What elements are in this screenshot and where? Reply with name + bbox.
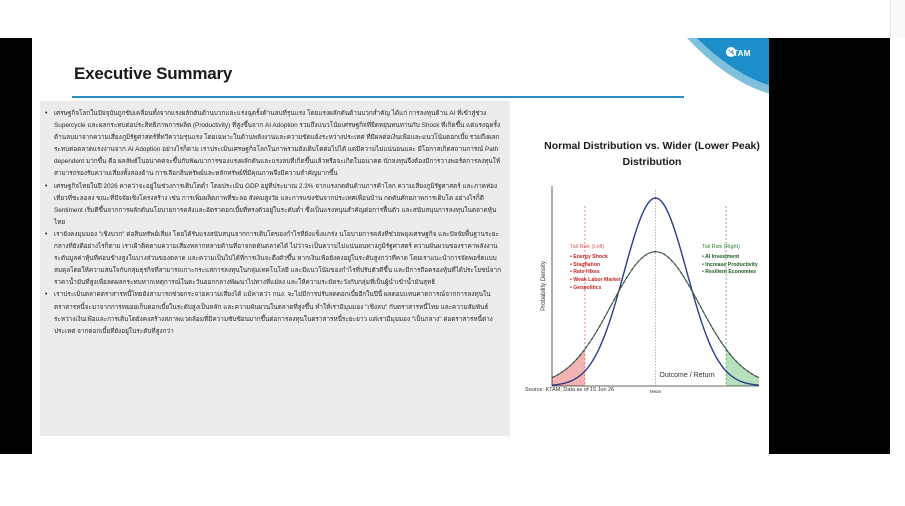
tail-right-list	[702, 254, 758, 277]
tail-right-item: • Resilient Economies	[702, 269, 757, 276]
tail-right-item: • AI Investment	[702, 254, 740, 260]
y-axis-label: Probability Density	[541, 261, 547, 311]
ktam-logo-icon	[679, 38, 769, 96]
tail-left-item: • Rate Hikes	[570, 269, 600, 276]
bottom-area	[0, 454, 905, 506]
logo-text: KTAM	[727, 49, 751, 58]
bullet-dot-icon: •	[45, 110, 48, 117]
scrollbar-track[interactable]	[890, 0, 905, 40]
distribution-chart	[507, 178, 769, 393]
bullet-dot-icon: •	[45, 291, 48, 299]
slide	[32, 38, 769, 454]
tail-left-list	[570, 254, 621, 293]
tail-right-title: Tail Risk (Right)	[702, 244, 740, 250]
tail-left-item: • Energy Shock	[570, 254, 608, 260]
tail-left-item: • Geopolitics	[570, 284, 602, 291]
x-tick-label: Mean	[649, 389, 662, 393]
summary-bullets	[44, 108, 506, 338]
chart-source: Source: KTAM; Data as of 15 Jun 26	[525, 387, 615, 393]
bullet-item: • เรายังคงมุมมอง "เชิงบวก" ต่อสินทรัพย์เสี่ยง โดยได้รับแรงสนับสนุนจากการเติบโตของกำไรที่ยังแข็งแกร่ง นโยบายการคลังที่ช่วยพยุงเศรษฐกิจ และปัจจัยพื้นฐานระยะกลางที่ยังดีอย่างไรก็ตาม เราเฝ้าติดตามความเสี่ยงหลากหลายด้านที่อาจกดดันตลาดได้ ไม่ว่าจะเป็นความไม่แน่นอนทางภูมิรัฐศาสตร์ ความผันผวนของราคาพลังงาน ระดับมูลค่าหุ้นที่ค่อนข้างสูงในบางส่วนของตลาด และความเป็นไปได้ที่การเงินจะตึงตัวขึ้น หากเงินเฟ้อยังคงอยู่ในระดับสูงกว่าที่คาด โดยเราแนะนำการจัดพอร์ตแบบสมดุลโดยให้ความสนใจกับกลุ่มธุรกิจที่สามารถเกาะกระแสการลงทุนในกลุ่มเทคโนโลยี และมีแนวโน้มของกำไรที่ปรับตัวดีขึ้น และมีการถือครองหุ้นที่ได้ประโยชน์จากราคาน้ำมันที่สูงเพื่อลดผลกระทบหากเหตุการณ์ในตะวันออกกลางพัฒนาไปทางที่แย่ลง และให้ความระมัดระวังกับกลุ่มที่เป็นผู้นำเข้าน้ำมันสุทธิ	[45, 230, 501, 287]
bullet-item: • เศรษฐกิจโลกในปัจจุบันถูกขับเคลื่อนทั้งจากแรงผลักดันด้านบวกและแรงฉุดรั้งด้านลบที่รุนแรง โดยแรงผลักดันด้านบวกสำคัญ ได้แก่ การลงทุนด้าน AI ที่เข้าสู่ช่วง Supercycle และผลกระทบต่อประสิทธิภาพการผลิต (Productivity) ที่สูงขึ้นจาก AI Adoption รวมถึงแนวโน้มเศรษฐกิจที่ยืดหยุ่นทนทานกับ Shock ที่เกิดขึ้น แต่แรงฉุดรั้งด้านลบมาจากความเสี่ยงภูมิรัฐศาสตร์ที่ทวีความรุนแรง โดยเฉพาะในด้านพลังงานและความขัดแย้งระหว่างประเทศ ที่มีผลต่อเงินเฟ้อและแนวโน้มดอกเบี้ย รวมถึงผลกระทบต่อตลาดแรงงานจาก AI Adoption อย่างไรก็ตาม เราประเมินเศรษฐกิจโลกในภาพรวมยังเติบโตต่อไปได้ แต่มีความไม่แน่นอนและ มีโอกาสเกิดสถานการณ์ Path dependent มากขึ้น คือ ผลลัพธ์ในอนาคตจะขึ้นกับพัฒนาการของแรงผลักดันและแรงลบที่เกิดขึ้นแล้วหรือจะเกิดในอนาคต นักลงทุนจึงต้องมีการวางพอร์ตการลงทุนให้สามารถรองรับความเสี่ยงทั้งสองด้าน การเลือกสินทรัพย์และหลักทรัพย์ที่มีคุณภาพจึงมีความสำคัญมากขึ้น	[45, 110, 501, 178]
chart-title: Normal Distribution vs. Wider (Lower Peak) Distribution	[544, 140, 760, 168]
viewer-margin	[769, 38, 890, 454]
bullet-dot-icon: •	[45, 182, 48, 190]
scrollbar[interactable]	[890, 38, 905, 454]
bullet-item: • เศรษฐกิจไทยในปี 2026 คาดว่าจะอยู่ในช่วงการเติบโตต่ำ โดยประเมิน GDP อยู่ที่ประมาณ 2.3% จากแรงกดดันด้านการค้าโลก ความเสี่ยงภูมิรัฐศาสตร์ และภาคท่องเที่ยวที่ชะลอลง ขณะที่ปัจจัยเชิงโครงสร้าง เช่น การเพิ่มผลิตภาพที่ชะลอ สังคมสูงวัย และการแข่งขันจากประเทศเพื่อนบ้าน กดดันศักยภาพการเติบโต อย่างไรก็ดี Sentiment เริ่มดีขึ้นจากการผลักดันนโยบายการคลังและอัตราดอกเบี้ยที่ทรงตัวอยู่ในระดับต่ำ ซึ่งเป็นแรงหนุนสำคัญต่อการฟื้นตัว และสนับสนุนการลงทุนในตลาดหุ้นไทย	[45, 182, 498, 226]
tail-right-item: • Increase Productivity	[702, 261, 758, 268]
x-axis-label: Outcome / Return	[659, 372, 715, 379]
presentation-viewer	[0, 38, 890, 454]
bullet-item: • เราประเมินตลาดตราสารหนี้ไทยยังสามารถช่วยกระจายความเสี่ยงได้ แม้คาดว่า กนง. จะไม่มีการปรับลดดอกเบี้ยอีกในปีนี้ ผลตอบแทนคาดการณ์จากการลงทุนในตราสารหนี้จะมาจากการทยอยเก็บดอกเบี้ยในระดับสูงเป็นหลัก และความผันผวนในตลาดที่สูงขึ้น ทำให้เรามีมุมมอง "เชิงลบ" กับตราสารหนี้ไทย และความสัมพันธ์ระหว่างเงินเฟ้อและการเติบโตยังคงสร้างสภาพแวดล้อมที่มีความซับซ้อนมากขึ้นต่อการลงทุนในตราสารหนี้ระยะยาว แต่เรามีมุมมอง "เป็นกลาง" ต่อตราสารหนี้ต่างประเทศ จากดอกเบี้ยที่ยังอยู่ในระดับที่สูงกว่า	[45, 291, 493, 335]
tail-left-title: Tail Risk (Left)	[570, 244, 605, 250]
bullet-dot-icon: •	[45, 230, 48, 238]
browser-top-area	[0, 0, 905, 38]
slide-title: Executive Summary	[74, 64, 233, 83]
title-divider	[72, 96, 684, 98]
tail-left-item: • Stagflation	[570, 261, 601, 268]
tail-left-item: • Weak Labor Market	[570, 277, 621, 284]
